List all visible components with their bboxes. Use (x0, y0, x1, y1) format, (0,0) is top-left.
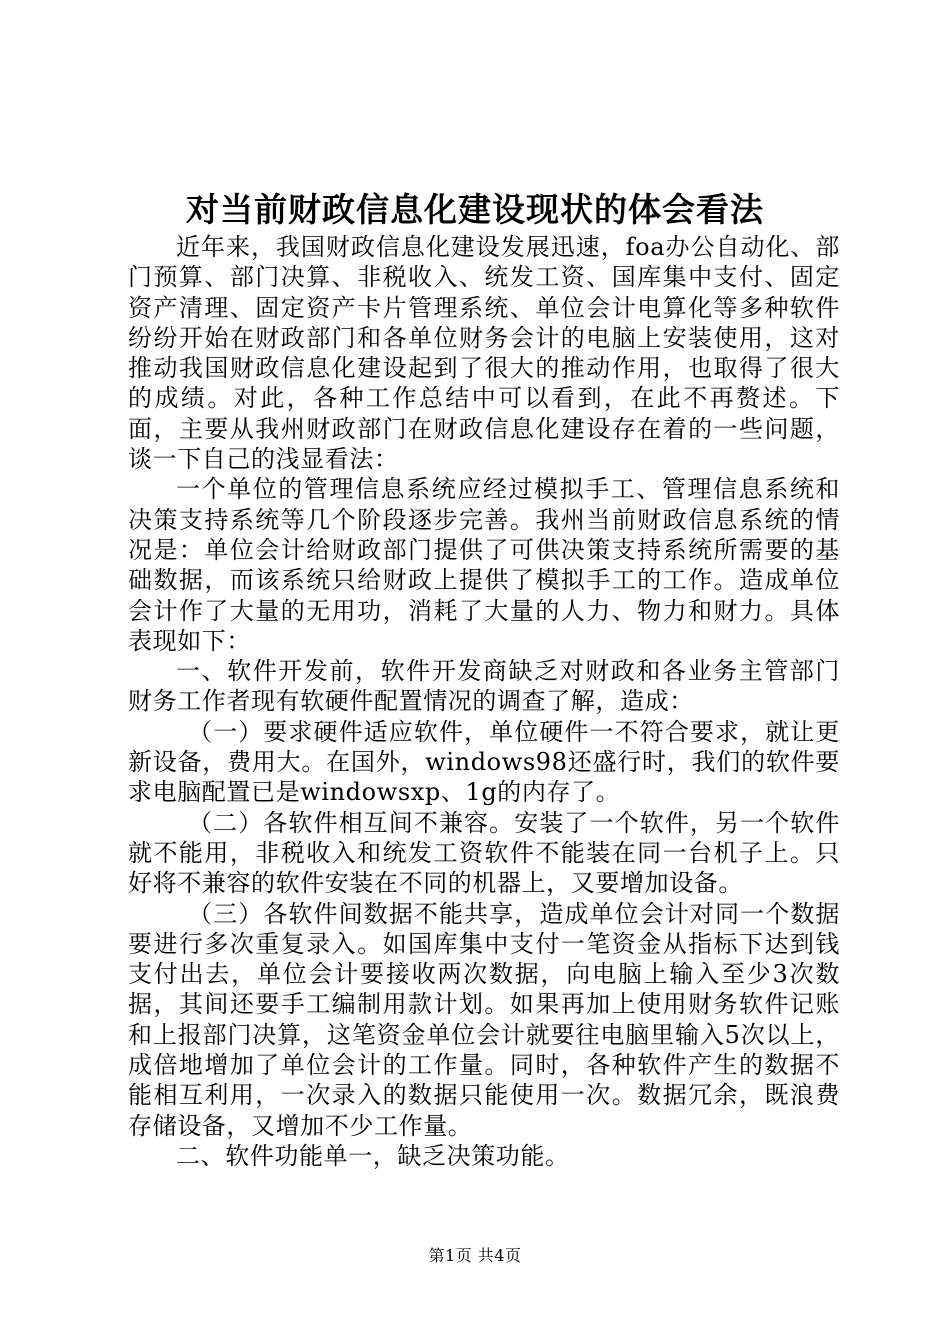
paragraph-section-two: 二、软件功能单一，缺乏决策功能。 (176, 1141, 570, 1170)
paragraph-item-one: （一）要求硬件适应软件，单位硬件一不符合要求，就让更新设备，费用大。在国外，windows98还盛行时，我们的软件要求电脑配置已是windowsxp、1g的内存了。 (128, 717, 840, 807)
paragraph-item-two: （二）各软件相互间不兼容。安装了一个软件，另一个软件就不能用，非税收入和统发工资软件不能装在同一台机子上。只好将不兼容的软件安装在不同的机器上，又要增加设备。 (128, 808, 840, 898)
document-title: 对当前财政信息化建设现状的体会看法 (186, 190, 764, 229)
paragraph-intro: 近年来，我国财政信息化建设发展迅速，foa办公自动化、部门预算、部门决算、非税收入、统发工资、国库集中支付、固定资产清理、固定资产卡片管理系统、单位会计电算化等多种软件纷纷开始在财政部门和各单位财务会计的电脑上安装使用，这对推动我国财政信息化建设起到了很大的推动作用，也取得了很大的成绩。对此，各种工作总结中可以看到，在此不再赘述。下面，主要从我州财政部门在财政信息化建设存在着的一些问题，谈一下自己的浅显看法： (128, 233, 840, 474)
page-footer: 第1页 共4页 (428, 1246, 522, 1265)
paragraph-section-one: 一、软件开发前，软件开发商缺乏对财政和各业务主管部门财务工作者现有软硬件配置情况的调查了解，造成： (128, 657, 840, 716)
paragraph-item-three: （三）各软件间数据不能共享，造成单位会计对同一个数据要进行多次重复录入。如国库集中支付一笔资金从指标下达到钱支付出去，单位会计要接收两次数据，向电脑上输入至少3次数据，其间还要手工编制用款计划。如果再加上使用财务软件记账和上报部门决算，这笔资金单位会计就要往电脑里输入5次以上，成倍地增加了单位会计的工作量。同时，各种软件产生的数据不能相互利用，一次录入的数据只能使用一次。数据冗余，既浪费存储设备，又增加不少工作量。 (128, 899, 840, 1140)
document-body (128, 232, 840, 1171)
paragraph-system-stages: 一个单位的管理信息系统应经过模拟手工、管理信息系统和决策支持系统等几个阶段逐步完善。我州当前财政信息系统的情况是：单位会计给财政部门提供了可供决策支持系统所需要的基础数据，而该系统只给财政上提供了模拟手工的工作。造成单位会计作了大量的无用功，消耗了大量的人力、物力和财力。具体表现如下： (128, 475, 840, 655)
